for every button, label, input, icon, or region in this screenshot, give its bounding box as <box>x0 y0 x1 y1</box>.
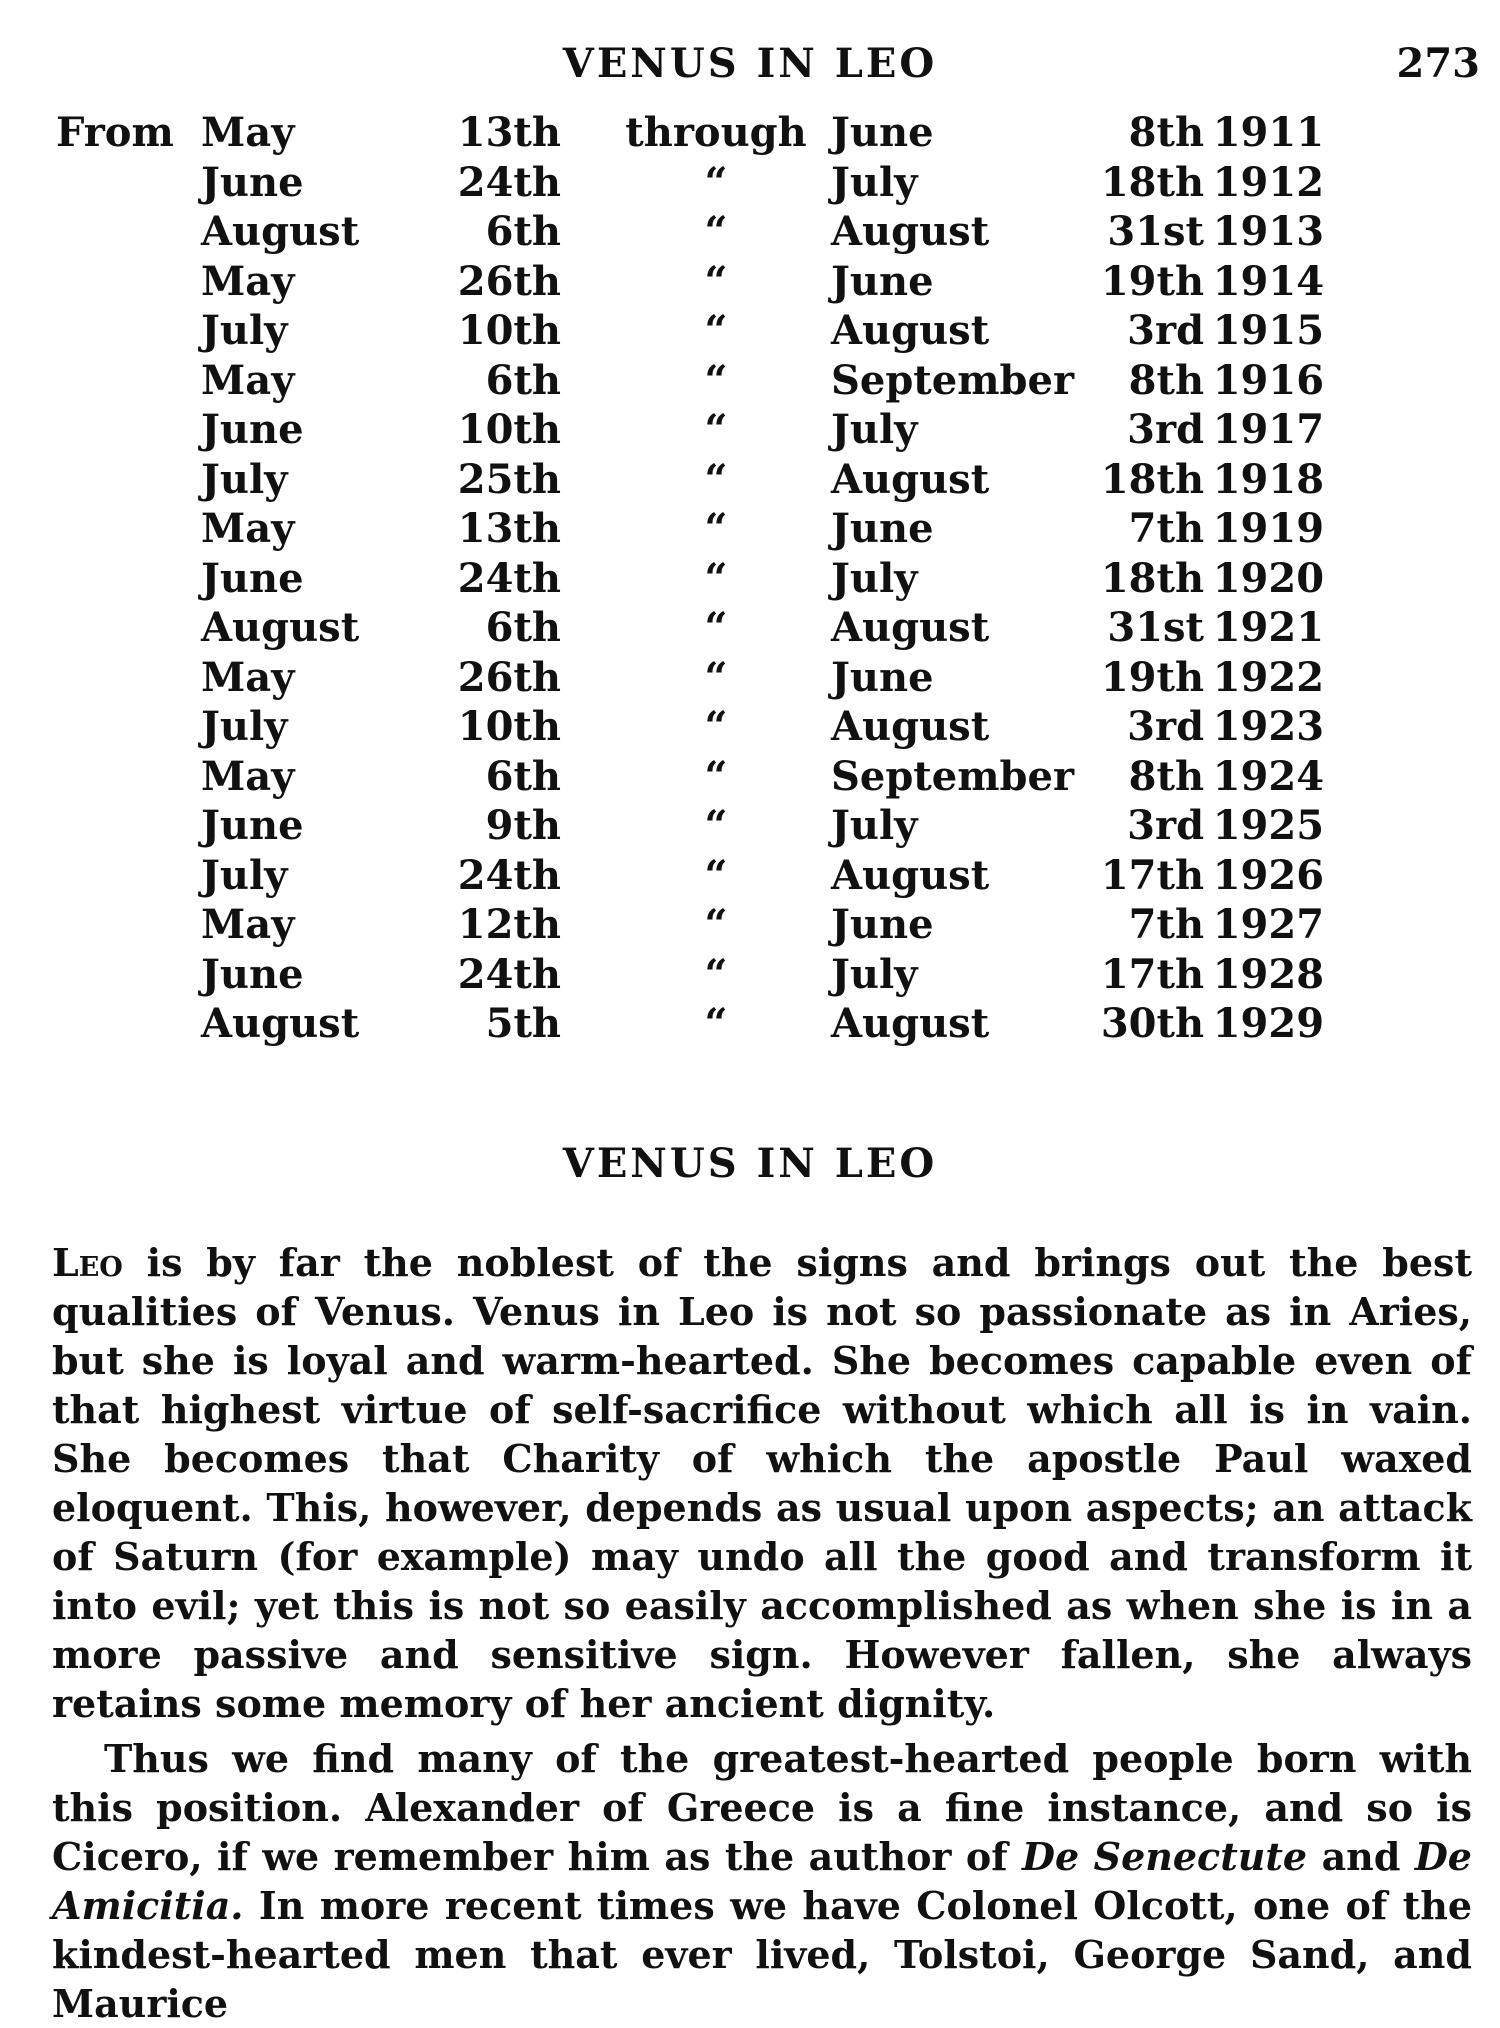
end-day: 8th <box>1128 752 1205 800</box>
end-day: 7th <box>1128 505 1205 552</box>
end-month: June <box>831 109 934 156</box>
paragraph-2-text-a: Thus we find many of the greatest-hearted people born with this position. Alexander of Greece is a fine instance, and so is Cicero, if we remember him as the author of <box>52 1736 1472 1879</box>
table-row <box>56 306 1324 356</box>
end-day: 3rd <box>1127 802 1205 849</box>
through-marker: “ <box>704 257 728 305</box>
table-row <box>56 554 1324 604</box>
start-day: 10th <box>457 406 561 453</box>
through-marker: “ <box>704 653 728 701</box>
year: 1915 <box>1212 307 1325 354</box>
year: 1929 <box>1212 1000 1325 1047</box>
through-marker: “ <box>704 158 728 206</box>
table-row <box>56 603 1324 653</box>
end-month: August <box>831 1000 990 1047</box>
year: 1925 <box>1212 802 1325 849</box>
start-month: May <box>201 109 295 156</box>
end-day: 31st <box>1107 604 1205 651</box>
end-month: September <box>831 356 1075 404</box>
start-day: 9th <box>485 802 561 849</box>
start-month: May <box>201 653 295 701</box>
from-label: From <box>56 109 174 156</box>
from-label <box>56 356 201 406</box>
start-day: 26th <box>457 257 561 305</box>
start-day: 24th <box>457 851 561 899</box>
table-row <box>56 752 1324 802</box>
from-label <box>56 702 201 752</box>
start-month: June <box>201 406 304 453</box>
from-label <box>56 900 201 950</box>
end-day: 19th <box>1100 653 1205 701</box>
start-day: 10th <box>457 307 561 354</box>
from-label <box>56 851 201 901</box>
body-text <box>52 1238 1472 2028</box>
end-day: 3rd <box>1127 307 1205 354</box>
table-row <box>56 356 1324 406</box>
year: 1922 <box>1212 653 1325 701</box>
end-day: 19th <box>1100 257 1205 305</box>
from-label <box>56 950 201 1000</box>
end-month: July <box>831 950 918 998</box>
start-month: July <box>201 851 288 899</box>
book-title-de-amicitia: De Amicitia. <box>52 1834 1472 1928</box>
table-row <box>56 257 1324 307</box>
paragraph-2 <box>52 1734 1472 2028</box>
end-month: July <box>831 554 918 602</box>
end-day: 18th <box>1100 158 1205 206</box>
start-month: May <box>201 356 295 404</box>
end-month: June <box>831 901 934 948</box>
through-marker: “ <box>704 950 728 998</box>
end-day: 7th <box>1128 901 1205 948</box>
start-day: 5th <box>485 1000 561 1047</box>
end-month: June <box>831 505 934 552</box>
year: 1916 <box>1212 356 1325 404</box>
end-day: 3rd <box>1127 406 1205 453</box>
table-row <box>56 702 1324 752</box>
end-day: 31st <box>1107 208 1205 255</box>
year: 1926 <box>1212 851 1325 899</box>
year: 1927 <box>1212 901 1325 948</box>
paragraph-1-text: is by far the noblest of the signs and brings out the best qualities of Venus. Venus in Leo is not so passionate as in Aries, but she is loyal and warm-hearted. She becomes capable even of that highest virtue of self-sacrifice without which all is in vain. She becomes that Charity of which the apostle Paul waxed eloquent. This, however, depends as usual upon aspects; an attack of Saturn (for example) may undo all the good and transform it into evil; yet this is not so easily accomplished as when she is in a more passive and sensitive sign. However fallen, she always retains some memory of her ancient dignity. <box>52 1240 1472 1726</box>
start-day: 12th <box>457 901 561 948</box>
end-month: September <box>831 752 1075 800</box>
running-title: VENUS IN LEO <box>562 40 938 87</box>
start-month: August <box>201 1000 360 1047</box>
through-marker: “ <box>704 1000 728 1047</box>
end-month: July <box>831 406 918 453</box>
table-row <box>56 950 1324 1000</box>
through-marker: “ <box>704 802 728 849</box>
section-title: VENUS IN LEO <box>562 1140 938 1187</box>
start-day: 6th <box>485 752 561 800</box>
end-day: 30th <box>1100 1000 1205 1047</box>
start-day: 10th <box>457 703 561 750</box>
table-row <box>56 999 1324 1049</box>
book-title-de-senectute: De Senectute <box>1022 1834 1308 1879</box>
page-number: 273 <box>1396 40 1480 87</box>
year: 1914 <box>1212 257 1325 305</box>
through-marker: “ <box>704 455 728 503</box>
table-row <box>56 108 1324 158</box>
start-day: 24th <box>457 158 561 206</box>
year: 1920 <box>1212 554 1325 602</box>
table-row <box>56 653 1324 703</box>
through-marker: “ <box>704 505 728 552</box>
year: 1918 <box>1212 455 1325 503</box>
start-day: 13th <box>457 505 561 552</box>
end-month: August <box>831 604 990 651</box>
end-day: 17th <box>1100 851 1205 899</box>
start-month: May <box>201 505 295 552</box>
year: 1919 <box>1212 505 1325 552</box>
start-day: 6th <box>485 356 561 404</box>
start-day: 6th <box>485 604 561 651</box>
start-month: August <box>201 604 360 651</box>
start-month: July <box>201 307 288 354</box>
table-row <box>56 504 1324 554</box>
end-day: 18th <box>1100 455 1205 503</box>
through-marker: “ <box>704 554 728 602</box>
start-day: 24th <box>457 554 561 602</box>
from-label <box>56 405 201 455</box>
start-day: 24th <box>457 950 561 998</box>
year: 1911 <box>1212 109 1325 156</box>
end-day: 17th <box>1100 950 1205 998</box>
end-month: June <box>831 257 934 305</box>
start-day: 26th <box>457 653 561 701</box>
end-month: August <box>831 703 990 750</box>
start-month: May <box>201 901 295 948</box>
from-label <box>56 504 201 554</box>
through-marker: “ <box>704 406 728 453</box>
paragraph-2-text-b: and <box>1307 1834 1415 1879</box>
start-month: August <box>201 208 360 255</box>
table-row <box>56 900 1324 950</box>
end-month: August <box>831 307 990 354</box>
venus-leo-dates-table <box>56 108 1324 1049</box>
paragraph-lead-word: Leo <box>52 1240 123 1285</box>
end-month: June <box>831 653 934 701</box>
end-day: 18th <box>1100 554 1205 602</box>
from-label <box>56 207 201 257</box>
year: 1917 <box>1212 406 1325 453</box>
from-label <box>56 554 201 604</box>
table-row <box>56 801 1324 851</box>
from-label <box>56 653 201 703</box>
end-day: 8th <box>1128 356 1205 404</box>
through-marker: “ <box>704 208 728 255</box>
start-month: May <box>201 752 295 800</box>
table-row <box>56 405 1324 455</box>
table-row <box>56 851 1324 901</box>
start-day: 25th <box>457 455 561 503</box>
start-day: 6th <box>485 208 561 255</box>
table-row <box>56 455 1324 505</box>
year: 1928 <box>1212 950 1325 998</box>
from-label <box>56 455 201 505</box>
end-month: July <box>831 158 918 206</box>
through-marker: “ <box>704 901 728 948</box>
from-label <box>56 257 201 307</box>
through-marker: through <box>625 109 807 156</box>
end-month: August <box>831 208 990 255</box>
end-month: July <box>831 802 918 849</box>
end-month: August <box>831 851 990 899</box>
paragraph-1 <box>52 1238 1472 1728</box>
end-month: August <box>831 455 990 503</box>
through-marker: “ <box>704 356 728 404</box>
start-month: June <box>201 554 304 602</box>
year: 1923 <box>1212 703 1325 750</box>
through-marker: “ <box>704 851 728 899</box>
start-month: June <box>201 950 304 998</box>
from-label <box>56 306 201 356</box>
from-label <box>56 801 201 851</box>
start-month: June <box>201 158 304 206</box>
running-head <box>0 40 1500 92</box>
table-row <box>56 207 1324 257</box>
start-day: 13th <box>457 109 561 156</box>
start-month: July <box>201 703 288 750</box>
through-marker: “ <box>704 604 728 651</box>
table-row <box>56 158 1324 208</box>
from-label <box>56 603 201 653</box>
from-label <box>56 158 201 208</box>
year: 1924 <box>1212 752 1325 800</box>
year: 1921 <box>1212 604 1325 651</box>
through-marker: “ <box>704 752 728 800</box>
end-day: 8th <box>1128 109 1205 156</box>
start-month: June <box>201 802 304 849</box>
paragraph-2-text-c: In more recent times we have Colonel Olcott, one of the kindest-hearted men that ever lived, Tolstoi, George Sand, and Maurice <box>52 1883 1472 2026</box>
start-month: July <box>201 455 288 503</box>
year: 1912 <box>1212 158 1325 206</box>
through-marker: “ <box>704 307 728 354</box>
from-label <box>56 752 201 802</box>
from-label <box>56 999 201 1049</box>
year: 1913 <box>1212 208 1325 255</box>
start-month: May <box>201 257 295 305</box>
end-day: 3rd <box>1127 703 1205 750</box>
through-marker: “ <box>704 703 728 750</box>
